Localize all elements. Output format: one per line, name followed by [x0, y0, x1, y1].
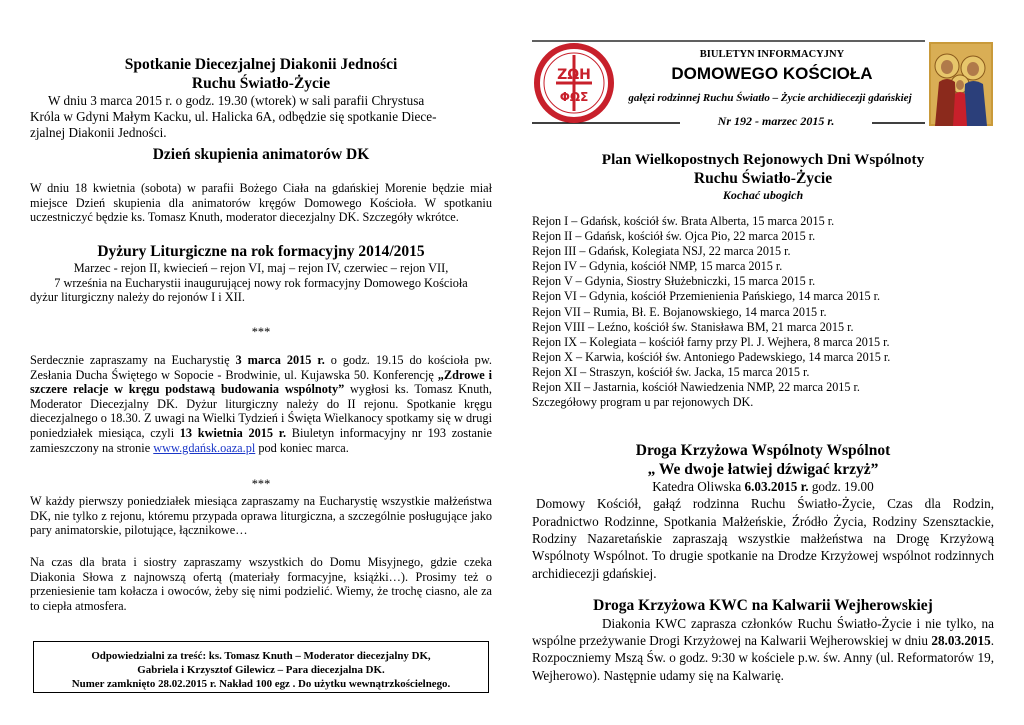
issue-number: Nr 192 - marzec 2015 r. — [717, 114, 835, 128]
paragraph: 7 września na Eucharystii inaugurującej nowy rok formacyjny Domowego Kościoła — [54, 275, 468, 290]
svg-text:ΦΩΣ: ΦΩΣ — [559, 90, 589, 104]
section-droga-kwc — [532, 596, 994, 684]
section-title: Dyżury Liturgiczne na rok formacyjny 2014/2015 — [97, 243, 425, 260]
footer-line: Gabriela i Krzysztof Gilewicz – Para diecezjalna DK. — [137, 664, 385, 676]
footer-line: Odpowiedzialni za treść: ks. Tomasz Knuth – Moderator diecezjalny DK, — [91, 650, 431, 662]
header-top-label: BIULETYN INFORMACYJNY — [699, 49, 845, 60]
event-location: Katedra Oliwska 6.03.2015 r. godz. 19.00 — [652, 479, 874, 494]
section-dyzury — [30, 242, 492, 305]
paragraph: Marzec - rejon II, kwiecień – rejon VI, maj – rejon IV, czerwiec – rejon VII, — [73, 261, 449, 275]
paragraph-dom-misyjny: Na czas dla brata i siostry zapraszamy wszystkich do Domu Misyjnego, gdzie czeka Diakonia Słowa z najnowszą ofertą (materiały formacyjne, książki…). Prosimy też o przeniesienie tam kołacza i owoców, żeby się nimi podzielić. Wiemy, że trochę ciasno, ale za to ciepła atmosfera. — [30, 555, 492, 613]
section-title: „ We dwoje łatwiej dźwigać krzyż” — [647, 461, 879, 478]
svg-text:ΖΩΗ: ΖΩΗ — [557, 67, 591, 83]
rejon-item: Rejon I – Gdańsk, kościół św. Brata Alberta, 15 marca 2015 r. — [532, 214, 835, 228]
section-spotkanie — [30, 55, 492, 142]
rejon-item: Rejon II – Gdańsk, kościół św. Ojca Pio, 22 marca 2015 r. — [532, 229, 816, 244]
oaza-logo-icon — [534, 43, 614, 123]
section-plan-wielkopostny — [532, 150, 994, 410]
rejon-item: Rejon III – Gdańsk, Kolegiata NSJ, 22 marca 2015 r. — [532, 244, 791, 259]
rejon-item: Rejon V – Gdynia, Siostry Służebniczki, 15 marca 2015 r. — [532, 274, 816, 289]
section-title: Ruchu Światło-Życie — [693, 170, 833, 187]
rejon-item: Rejon IV – Gdynia, kościół NMP, 15 marca 2015 r. — [532, 259, 783, 274]
bulletin-header — [532, 40, 993, 129]
section-droga-wspolnot — [532, 441, 994, 582]
rejon-item: Rejon X – Karwia, kościół św. Antoniego Padewskiego, 14 marca 2015 r. — [532, 349, 891, 364]
paragraph: W dniu 18 kwietnia (sobota) w parafii Bożego Ciała na gdańskiej Morenie będzie miał miejsce Dzień skupienia dla animatorów kręgów Domowego Kościoła. W spotkaniu uczestniczyć będzie ks. Tomasz Knuth, moderator diecezjalny DK. Szczegóły wkrótce. — [30, 181, 492, 225]
separator-stars: *** — [251, 325, 271, 339]
rejon-item: Rejon VI – Gdynia, kościół Przemienienia Pańskiego, 14 marca 2015 r. — [532, 289, 881, 304]
section-dzien-skupienia — [30, 145, 492, 225]
rejon-item: Rejon XII – Jastarnia, kościół Nawiedzenia NMP, 22 marca 2015 r. — [532, 380, 860, 395]
paragraph: Diakonia KWC zaprasza członków Ruchu Światło-Życie i nie tylko, na wspólne przeżywanie Drogi Krzyżowej na Kalwarii Wejherowskiej w dniu 28.03.2015. Rozpoczniemy Mszą Św. o godz. 9:30 w kościele p.w. św. Anny (ul. Reformatorów 19, Wejherowo). Następnie udamy się na Kalwarię. — [532, 616, 994, 683]
rejon-item: Szczegółowy program u par rejonowych DK. — [532, 395, 754, 410]
rejon-item: Rejon VIII – Leźno, kościół św. Stanisława BM, 21 marca 2015 r. — [532, 319, 854, 334]
website-link[interactable]: www.gdańsk.oaza.pl — [153, 440, 256, 455]
section-title: Plan Wielkopostnych Rejonowych Dni Wspólnoty — [601, 151, 925, 168]
rejon-item: Rejon IX – Kolegiata – kościół farny przy Pl. J. Wejhera, 8 marca 2015 r. — [532, 334, 890, 349]
paragraph: W dniu 3 marca 2015 r. o godz. 19.30 (wtorek) w sali parafii Chrystusa — [48, 93, 425, 108]
separator-stars: *** — [251, 477, 271, 491]
paragraph-eucharystia: Serdecznie zapraszamy na Eucharystię 3 marca 2015 r. o godz. 19.15 do kościoła pw. Zesłania Ducha Świętego w Sopocie - Brodwinie, ul. Kujawska 50. Konferencję „Zdrowe i szczere relacje w kręgu podstawą budowania wspólnoty” wygłosi ks. Tomasz Knuth, Moderator Diecezjalny DK. Dyżur liturgiczny należy do II rejonu. Spotkanie kręgu diecezjalnego o 18.30. Z uwagi na Wielki Tydzień i Święta Wielkanocy spotkamy się w drugi poniedziałek miesiąca, czyli 13 kwietnia 2015 r. Biuletyn informacyjny nr 193 zostanie zamieszczony na stronie www.gdańsk.oaza.pl pod koniec marca. — [30, 353, 492, 455]
section-title: Droga Krzyżowa KWC na Kalwarii Wejherowskiej — [593, 597, 933, 614]
section-title: Spotkanie Diecezjalnej Diakonii Jedności — [124, 56, 398, 73]
section-title: Droga Krzyżowa Wspólnoty Wspólnot — [635, 442, 891, 459]
footer-line: Numer zamknięto 28.02.2015 r. Nakład 100 egz . Do użytku wewnątrzkościelnego. — [71, 678, 451, 690]
rejon-item: Rejon XI – Straszyn, kościół św. Jacka, 15 marca 2015 r. — [532, 364, 810, 379]
paragraph: dyżur liturgiczny należy do rejonów I i XII. — [30, 290, 245, 305]
paragraph-poniedzialek: W każdy pierwszy poniedziałek miesiąca zapraszamy na Eucharystię wszystkie małżeństwa DK, nie tylko z rejonu, któremu przypada oprawa liturgiczna, a szczególnie posługujące jako pary animatorskie, pilotujące, łącznikowe… — [30, 494, 492, 538]
header-subtitle: gałęzi rodzinnej Ruchu Światło – Życie archidiecezji gdańskiej — [628, 92, 912, 104]
paragraph: Domowy Kościół, gałąź rodzinna Ruchu Światło-Życie, Czas dla Rodzin, Poradnictwo Rodzinne, Spotkania Małżeńskie, Źródło Życia, Rodziny Szensztackie, Rodziny Nazaretańskie zapraszają wszystkie małżeństwa na Drogę Krzyżową Wspólnoty Wspólnot. To drugie spotkanie na Drodze Krzyżowej wspólnot rodzinnych archidiecezji gdańskiej. — [532, 496, 994, 581]
section-title: Dzień skupienia animatorów DK — [152, 146, 370, 163]
header-name: DOMOWEGO KOŚCIOŁA — [671, 64, 873, 83]
paragraph: Króla w Gdyni Małym Kacku, ul. Halicka 6A, odbędzie się spotkanie Diece- — [30, 109, 437, 125]
section-title: Ruchu Światło-Życie — [191, 75, 331, 92]
footer-credits — [33, 641, 489, 693]
section-subtitle: Kochać ubogich — [722, 188, 804, 202]
holy-family-icon — [929, 42, 993, 126]
paragraph: zjalnej Diakonii Jedności. — [30, 125, 167, 141]
rejon-item: Rejon VII – Rumia, Bł. E. Bojanowskiego, 14 marca 2015 r. — [532, 304, 827, 319]
rejon-list — [532, 214, 994, 410]
